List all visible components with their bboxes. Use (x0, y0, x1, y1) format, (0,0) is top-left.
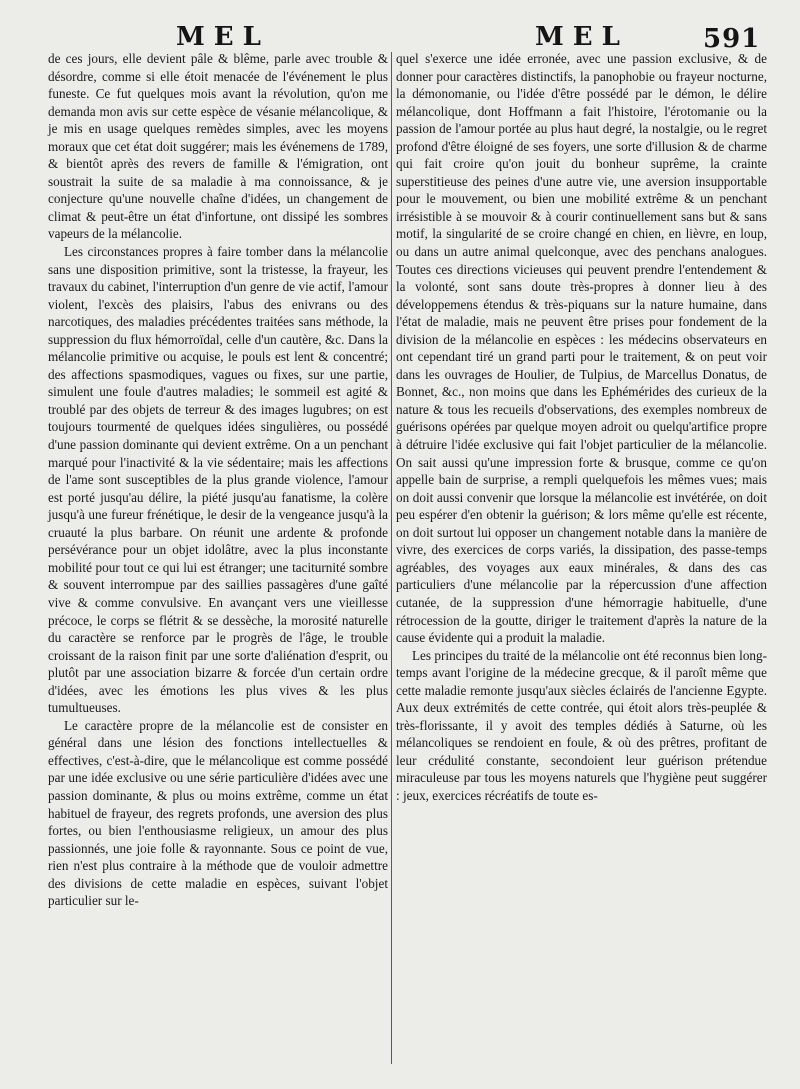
header-left-title: MEL (176, 22, 270, 52)
right-column (396, 50, 767, 805)
running-header (0, 20, 800, 54)
left-column (48, 50, 388, 910)
column-divider (391, 52, 392, 1064)
header-right-title: MEL (535, 22, 629, 52)
paragraph: de ces jours, elle devient pâle & blême, parle avec trouble & désordre, comme si elle étoit menacée de l'événement le plus funeste. Ce fut quelques mois avant la révolution, qu'on me demanda mon avis sur cette espèce de vésanie mélancolique, & je mis en usage quelques remèdes simples, avec les moyens moraux que cet état doit suggérer; mais les événemens de 1789, & bientôt après des revers de famille & l'émigration, ont soustrait la suite de sa maladie à ma connoissance, & je conjecture qu'une nouvelle chaîne d'idées, un changement de climat & peut-être un état d'infortune, ont dissipé les sombres vapeurs de la mélancolie. (48, 51, 388, 242)
page-number: 591 (703, 24, 761, 54)
paragraph: quel s'exerce une idée erronée, avec une passion exclusive, & de donner pour caractères distinctifs, la panophobie ou frayeur nocturne, la démonomanie, ou l'idée d'être possédé par le démon, le délire mélancolique, dont Hoffmann a fait l'histoire, l'érotomanie ou la passion de l'amour portée au plus haut degré, la nostalgie, ou le regret profond d'être éloigné de ses foyers, une sorte d'illusion & de charme qui fait croire qu'on jouit du bonheur suprême, la crainte superstitieuse des peines d'une autre vie, une aversion insupportable pour le mouvement, ou bien une mobilité extrême & un penchant irrésistible à se mouvoir & à courir continuellement sans but & sans motif, la singularité de se croire changé en chien, en lièvre, en loup, ou dans un autre animal quelconque, avec des penchans analogues. Toutes ces directions vicieuses qui peuvent prendre l'entendement & la volonté, sont sans doute très-propres à donner lieu à des développemens étendus & très-piquans sur la nature humaine, dans l'état de maladie, mais ne peuvent être prises pour fondement de la division de la mélancolie en espèces : les médecins observateurs en ont cependant tiré un grand parti pour le traitement, & on peut voir dans les ouvrages de Houlier, de Tulpius, de Marcellus Donatus, de Bonnet, &c., non moins que dans les Ephémérides des curieux de la nature & tous les recueils d'observations, des exemples nombreux de guérisons opérées par quelque moyen adroit ou quelqu'artifice propre à détruire l'idée exclusive qui fait l'objet particulier de la mélancolie. On sait aussi qu'une impression forte & brusque, comme ce qu'on appelle bain de surprise, a rempli quelquefois les mêmes vues; mais on doit aussi convenir que lorsque la mélancolie est invétérée, on doit peu espérer d'en obtenir la guérison; & lors même qu'elle est récente, on doit surtout lui opposer un changement notable dans la manière de vivre, des exercices de corps variés, la dissipation, des passe-temps agréables, des voyages aux eaux minérales, & dans des cas particuliers d'une mélancolie par la répercussion d'une affection cutanée, de la suppression d'une hémorragie habituelle, d'une rétrocession de la goutte, diriger le traitement d'après la nature de la cause évidente qui a produit la maladie. (396, 51, 767, 646)
paragraph: Le caractère propre de la mélancolie est de consister en général dans une lésion des fonctions intellectuelles & effectives, c'est-à-dire, que le mélancolique est comme possédé par une idée exclusive ou une série particulière d'idées avec une passion dominante, & plus ou moins extrême, comme un état habituel de frayeur, des regrets profonds, une aversion des plus fortes, ou bien l'enthousiasme religieux, un amour des plus passionnés, une joie folle & rayonnante. Sous ce point de vue, rien n'est plus contraire à la méthode que de vouloir admettre des divisions de cette maladie en espèces, suivant l'objet particulier sur le- (48, 717, 388, 909)
paragraph: Les principes du traité de la mélancolie ont été reconnus bien long-temps avant l'origine de la médecine grecque, & il paroît même que cette maladie remonte jusqu'aux siècles éclairés de l'ancienne Egypte. Aux deux extrémités de cette contrée, qui étoit alors très-peuplée & très-florissante, il y avoit des temples dédiés à Saturne, où les mélancoliques se rendoient en foule, & où des prêtres, profitant de leur crédulité constante, secondoient leur guérison prétendue miraculeuse par tous les moyens naturels que l'hygiène peut suggérer : jeux, exercices récréatifs de toute es- (396, 647, 767, 803)
paragraph: Les circonstances propres à faire tomber dans la mélancolie sans une disposition primitive, sont la tristesse, la frayeur, les travaux du cabinet, l'interruption d'un genre de vie actif, l'amour violent, l'excès des plaisirs, l'abus des enivrans ou des narcotiques, des maladies précédentes traitées sans méthode, la suppression du flux hémorroïdal, celle d'un cautère, &c. Dans la mélancolie primitive ou acquise, le pouls est lent & concentré; des affections spasmodiques, vagues ou fixes, sur une partie, simulent une foule d'autres maladies; le sommeil est agité & troublé par des objets de terreur & des images lugubres; on est toujours tourmenté de quelques idées singulières, ou possédé d'une passion dominante qui devient extrême. On a un penchant marqué pour l'inactivité & la vie sédentaire; mais les affections de l'ame sont susceptibles de la plus grande violence, l'amour est porté jusqu'au délire, la piété jusqu'au fanatisme, la colère jusqu'à une fureur frénétique, le desir de la vengeance jusqu'à la cruauté la plus barbare. On réunit une ardente & profonde persévérance pour un objet idolâtre, avec la plus inconstante mobilité pour tout ce qui lui est étranger; une taciturnité sombre & souvent interrompue par des saillies passagères d'une gaîté vive & comme convulsive. En avançant vers une vieillesse précoce, le corps se flétrit & se dessèche, la morosité naturelle du caractère se renforce par le progrès de l'âge, le trouble croissant de la raison finit par une sorte d'aliénation d'esprit, ou plutôt par une association bizarre & forcée d'un certain ordre d'idées, avec les émotions les plus vives & les plus tumultueuses. (48, 244, 388, 716)
